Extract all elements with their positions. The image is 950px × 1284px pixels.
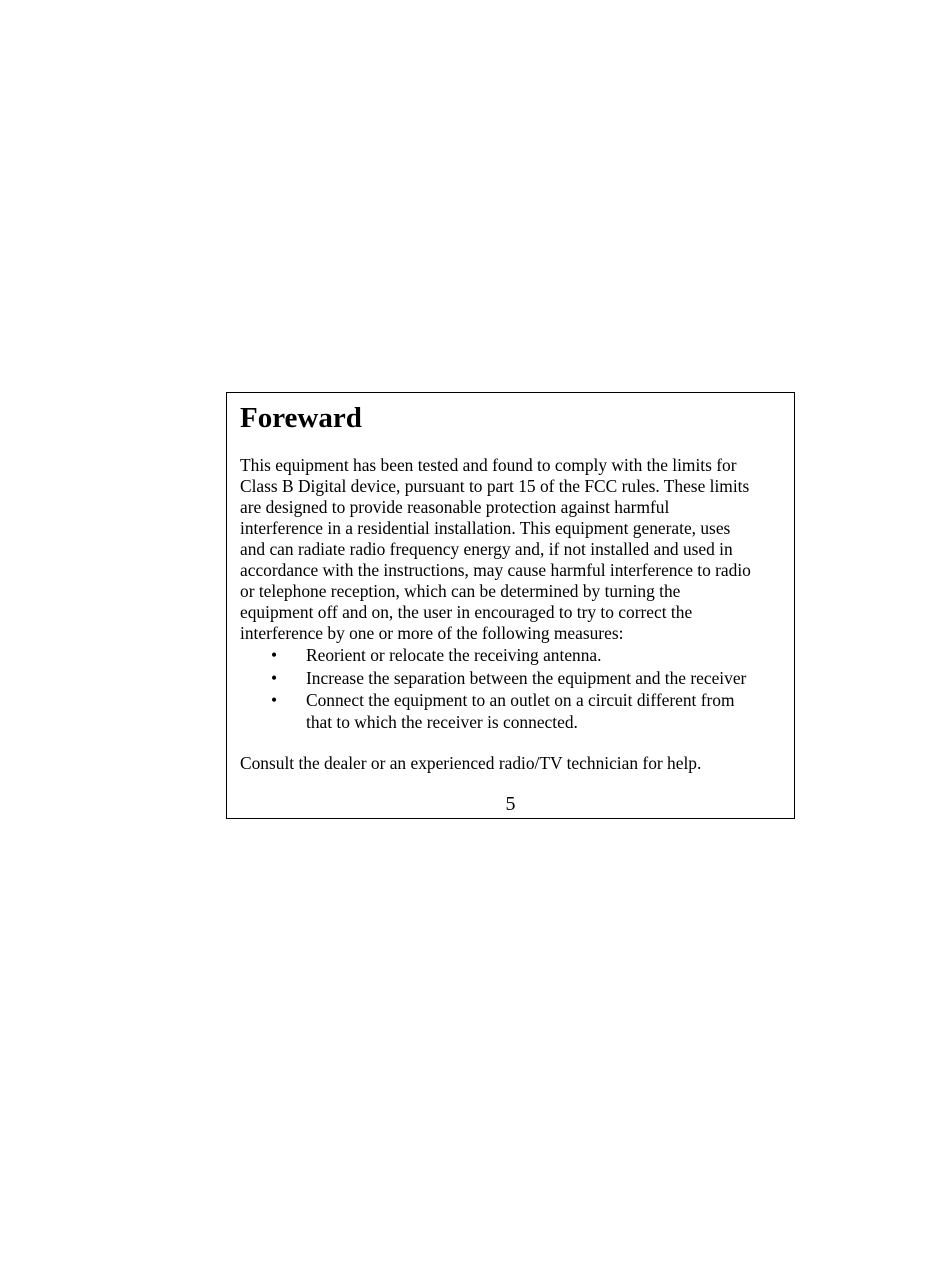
list-item-text: Connect the equipment to an outlet on a circuit different from <box>306 690 735 710</box>
paragraph-line: equipment off and on, the user in encouraged to try to correct the <box>240 602 693 622</box>
paragraph-line: interference by one or more of the following measures: <box>240 623 624 643</box>
paragraph-line: are designed to provide reasonable protection against harmful <box>240 497 670 517</box>
paragraph-line: interference in a residential installation. This equipment generate, uses <box>240 518 731 538</box>
bullet-icon: • <box>271 667 278 688</box>
consult-paragraph: Consult the dealer or an experienced radio/TV technician for help. <box>240 753 702 773</box>
list-item <box>240 690 788 733</box>
list-item-text: Increase the separation between the equipment and the receiver <box>306 667 747 688</box>
page-title: Foreward <box>240 402 362 434</box>
list-item-text: Reorient or relocate the receiving antenna. <box>306 645 602 665</box>
list-item <box>240 668 788 690</box>
paragraph-line: or telephone reception, which can be determined by turning the <box>240 581 681 601</box>
list-item <box>240 645 788 667</box>
bullet-icon: • <box>271 645 278 665</box>
fcc-compliance-paragraph <box>240 455 788 644</box>
list-item-text: that to which the receiver is connected. <box>306 711 578 732</box>
paragraph-line: Class B Digital device, pursuant to part 15 of the FCC rules. These limits <box>240 476 750 496</box>
paragraph-line: This equipment has been tested and found to comply with the limits for <box>240 455 737 475</box>
document-frame <box>226 392 795 819</box>
measures-list <box>240 645 788 734</box>
paragraph-line: accordance with the instructions, may cause harmful interference to radio <box>240 560 751 580</box>
bullet-icon: • <box>271 690 278 710</box>
paragraph-line: and can radiate radio frequency energy and, if not installed and used in <box>240 539 733 559</box>
page-number: 5 <box>505 793 516 815</box>
